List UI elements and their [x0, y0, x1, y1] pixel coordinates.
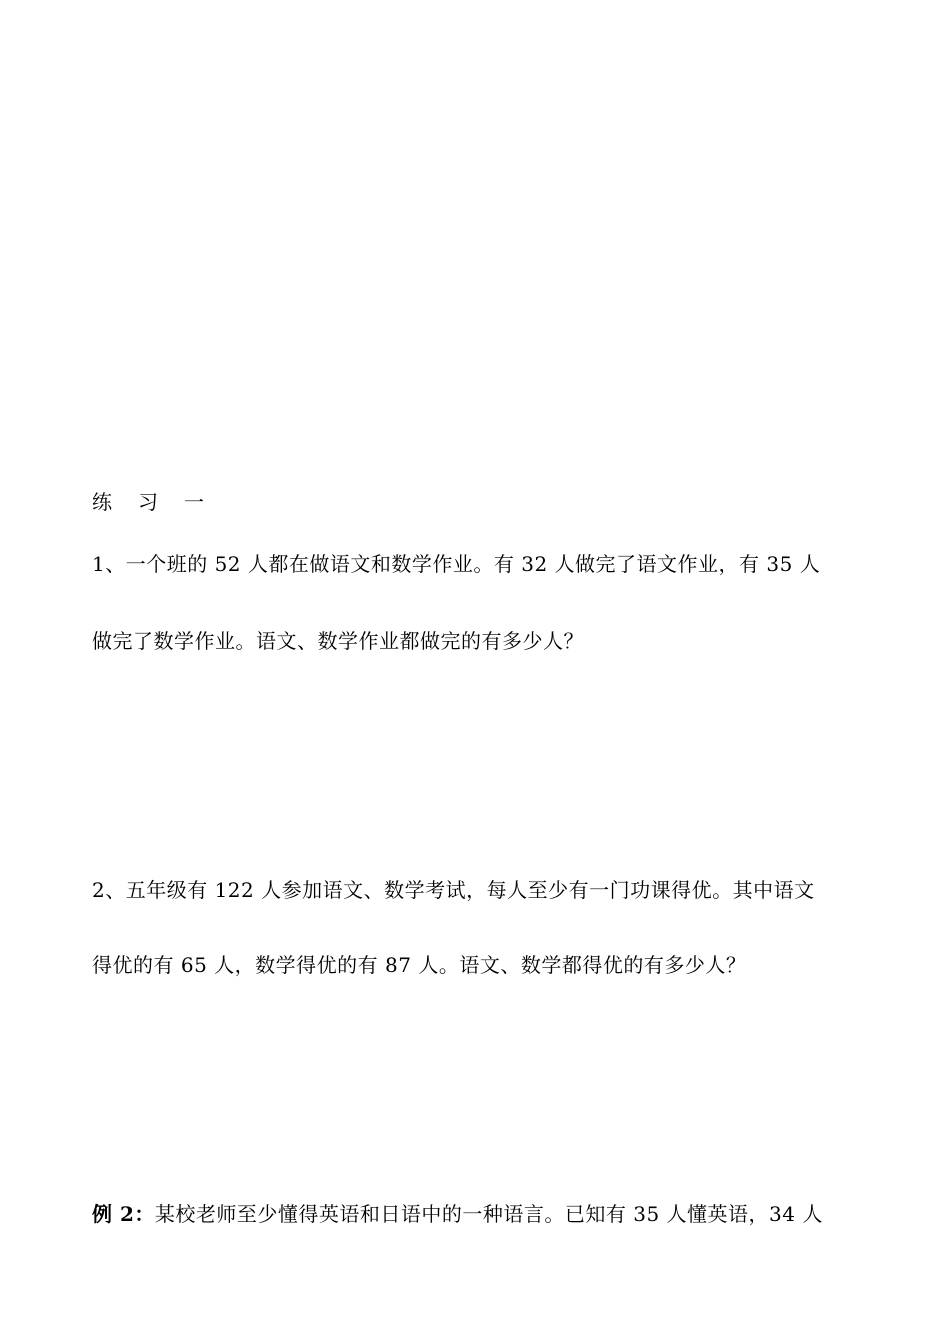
example-2-line-1	[92, 1200, 823, 1228]
section-title-char: 一	[184, 490, 204, 514]
example-2-label: 例 2：	[92, 1202, 155, 1226]
question-1-line-2: 做完了数学作业。语文、数学作业都做完的有多少人？	[92, 629, 584, 653]
section-title-char: 习	[138, 490, 158, 514]
example-2-text: 某校老师至少懂得英语和日语中的一种语言。已知有 35 人懂英语，34 人	[154, 1202, 823, 1226]
question-2-line-2: 得优的有 65 人，数学得优的有 87 人。语文、数学都得优的有多少人？	[92, 953, 747, 977]
question-1-line-1: 1、一个班的 52 人都在做语文和数学作业。有 32 人做完了语文作业，有 35 人	[92, 552, 821, 576]
section-title-char: 练	[92, 490, 112, 514]
question-2-line-1: 2、五年级有 122 人参加语文、数学考试，每人至少有一门功课得优。其中语文	[92, 878, 815, 902]
section-title	[92, 488, 230, 516]
